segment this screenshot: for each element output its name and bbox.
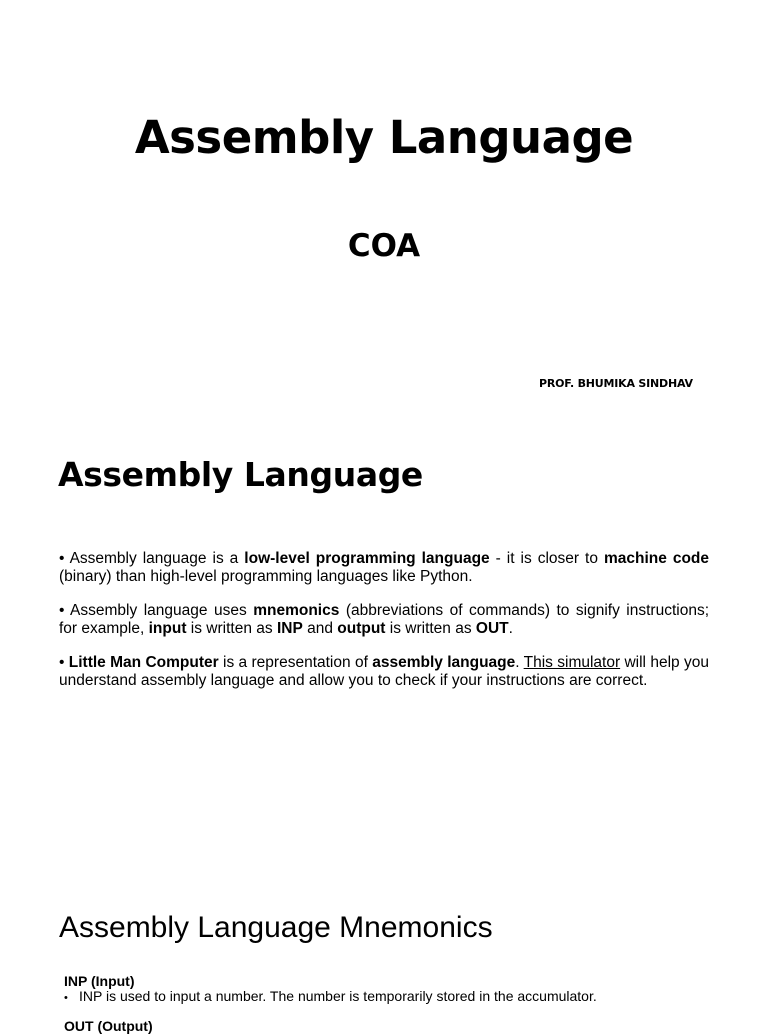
bullet-icon: • <box>59 654 65 671</box>
mnemonic-heading: INP (Input) <box>64 973 135 989</box>
bullet-icon: • <box>64 992 68 1004</box>
bullet-paragraph: • Assembly language is a low-level programming language - it is closer to machine code (binary) than high-level programming languages like Python. <box>59 550 709 585</box>
bullet-paragraph: • Assembly language uses mnemonics (abbreviations of commands) to signify instructions; for example, input is written as INP and output is written as OUT. <box>59 602 709 637</box>
bullet-icon: • <box>59 550 65 567</box>
bullet-paragraph: • Little Man Computer is a representation of assembly language. This simulator will help you understand assembly language and allow you to check if your instructions are correct. <box>59 654 709 689</box>
author-name: PROF. BHUMIKA SINDHAV <box>539 377 693 390</box>
slide-subtitle: COA <box>347 228 421 264</box>
slide-title: Assembly Language <box>134 111 634 164</box>
mnemonic-description: • INP is used to input a number. The number is temporarily stored in the accumulator. <box>64 988 597 1007</box>
simulator-link[interactable]: This simulator <box>523 654 621 671</box>
mnemonic-heading: OUT (Output) <box>64 1018 153 1034</box>
section-title: Assembly Language <box>58 455 423 494</box>
mnemonics-title: Assembly Language Mnemonics <box>59 911 493 944</box>
bullet-icon: • <box>59 602 65 619</box>
